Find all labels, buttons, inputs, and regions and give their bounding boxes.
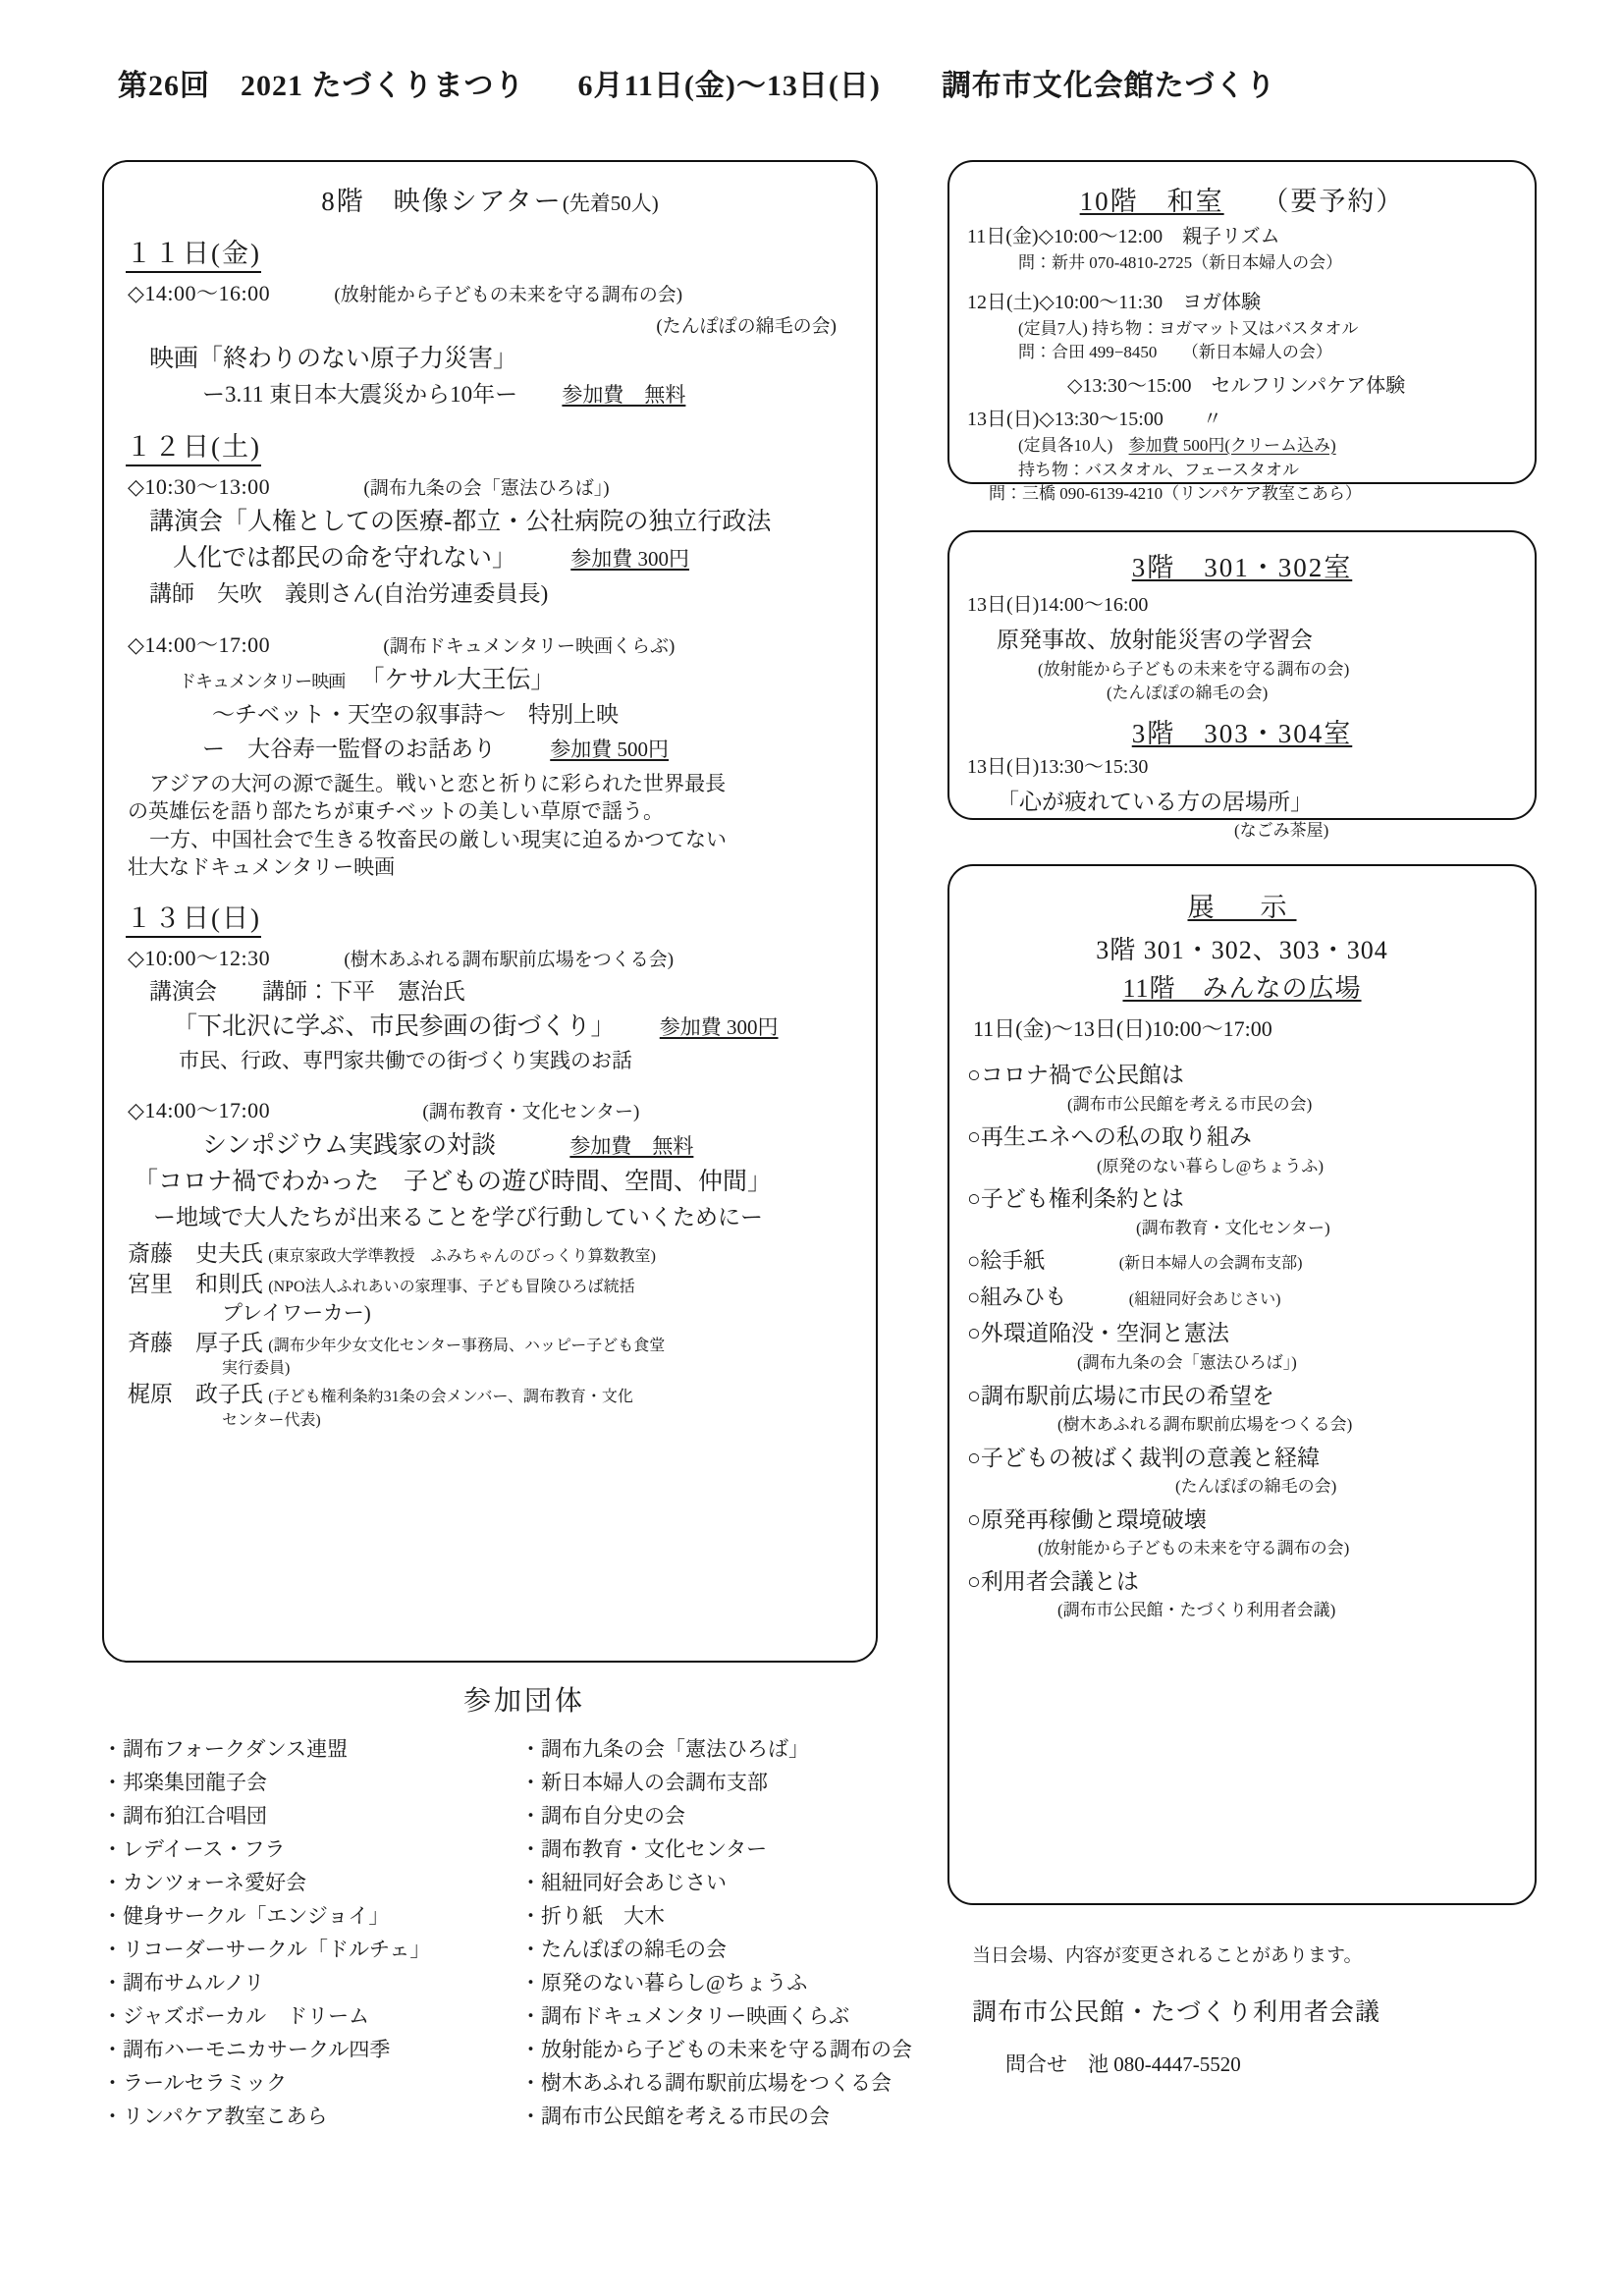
day12a-time-row (128, 470, 876, 504)
room2-org: (なごみ茶屋) (1234, 821, 1329, 841)
group-item: ・折り紙 大木 (520, 1904, 665, 1929)
theater-day13-block (104, 881, 876, 1431)
rooms-title-1 (949, 546, 1535, 584)
washitsu-title: 10階 和室 (1079, 187, 1224, 216)
festival-title: 第26回 2021 たづくりまつり (118, 70, 525, 102)
washitsu-item-sub: (定員7人) 持ち物：ヨガマット又はバスタオル (1018, 318, 1359, 338)
exhibit-item-org: (新日本婦人の会調布支部) (1118, 1255, 1303, 1273)
day11-movie-title: 映画「終わりのない原子力災害」 (149, 346, 518, 372)
washitsu-item-line: 13日(日)◇13:30〜15:00 〃 (967, 408, 1222, 430)
group-item: ・健身サークル「エンジョイ」 (102, 1904, 390, 1929)
exhibit-item-org: (調布市公民館・たづくり利用者会議) (1057, 1601, 1336, 1620)
group-item: ・樹木あふれる調布駅前広場をつくる会 (520, 2071, 892, 2096)
day13b-time: ◇14:00〜17:00 (128, 1098, 271, 1123)
participating-groups (102, 1679, 947, 2133)
day13b-fee: 参加費 無料 (569, 1133, 694, 1158)
footer-contact (972, 1940, 1561, 2084)
contact-phone: 問合せ 池 080-4447-5520 (1005, 2052, 1241, 2077)
day11-org2-row (128, 310, 837, 342)
panelist-row (128, 1328, 876, 1358)
exhibit-place-1: 3階 301・302、303・304 (1096, 936, 1388, 964)
day13a-time: ◇10:00〜12:30 (128, 946, 271, 971)
day12b-film-sub: 〜チベット・天空の叙事詩〜 特別上映 (212, 702, 619, 727)
day12a-lecture-row2 (128, 540, 876, 577)
washitsu-panel (947, 160, 1537, 504)
washitsu-fee: 参加費 500円(クリーム込み) (1128, 435, 1336, 455)
day12b-fee: 参加費 500円 (550, 737, 669, 761)
washitsu-capacity: (定員各10人) (1018, 435, 1113, 455)
day12b-director: ー 大谷寿一監督のお話あり (202, 736, 496, 761)
exhibit-item-org: (組紐同好会あじさい) (1128, 1291, 1281, 1309)
theater-day12-block (104, 411, 876, 881)
day13a-title-row (128, 1009, 876, 1046)
group-item: ・ラールセラミック (102, 2071, 288, 2096)
festival-venue: 調布市文化会館たづくり (941, 70, 1276, 102)
day13b-org: (調布教育・文化センター) (422, 1102, 640, 1123)
washitsu-item-line: 11日(金)◇10:00〜12:00 親子リズム (967, 226, 1280, 247)
day12a-lecture-title1: 講演会「人権としての医療-都立・公社病院の独立行政法 (149, 508, 772, 535)
panelist-name: 梶原 政子氏 (128, 1382, 263, 1407)
day13b-theme1: 「コロナ禍でわかった 子どもの遊び時間、空間、仲間」 (134, 1169, 773, 1196)
exhibit-title-row (949, 886, 1535, 924)
day-label-12: １２日(土) (126, 425, 261, 466)
day12a-speaker: 講師 矢吹 義則さん(自治労連委員長) (149, 580, 549, 606)
panelist-name: 斎藤 史夫氏 (128, 1241, 263, 1267)
day12a-fee: 参加費 300円 (570, 547, 690, 571)
exhibit-item-label: ○子ども権利条約とは (967, 1186, 1184, 1212)
group-item: ・調布市公民館を考える市民の会 (520, 2105, 830, 2129)
washitsu-note: （要予約） (1262, 187, 1405, 216)
day13a-time-row (128, 942, 876, 975)
panelist-detail: (東京家政大学準教授 ふみちゃんのびっくり算数教室) (268, 1248, 656, 1266)
exhibit-item-label: ○絵手紙 (967, 1248, 1046, 1274)
exhibit-item-org: (調布教育・文化センター) (1136, 1218, 1330, 1237)
day12a-time: ◇10:30〜13:00 (128, 474, 271, 499)
day11-time-row (128, 277, 876, 310)
panelist-row (128, 1379, 876, 1409)
group-item: ・リコーダーサークル「ドルチェ」 (102, 1938, 431, 1962)
exhibit-title: 展 示 (1187, 893, 1297, 922)
exhibit-place-2 (949, 968, 1535, 1005)
day11-fee: 参加費 無料 (562, 382, 686, 407)
exhibit-item-row (967, 1281, 1535, 1313)
group-item: ・新日本婦人の会調布支部 (520, 1771, 768, 1795)
rooms-panel (947, 530, 1537, 841)
exhibit-item-org: (たんぽぽの綿毛の会) (1175, 1477, 1337, 1497)
exhibit-place-2-text: 11階 みんなの広場 (1122, 974, 1362, 1003)
panelist-name: 宮里 和則氏 (128, 1272, 263, 1297)
day11-org: (放射能から子どもの未来を守る調布の会) (334, 285, 683, 305)
day11-time: ◇14:00〜16:00 (128, 281, 271, 305)
exhibit-panel (947, 864, 1537, 1905)
day11-movie-sub: ー3.11 東日本大震災から10年ー (202, 381, 518, 407)
day12b-desc3: 一方、中国社会で生きる牧畜民の厳しい現実に迫るかつてない (149, 827, 727, 851)
exhibit-item-label: ○子どもの被ばく裁判の意義と経緯 (967, 1445, 1320, 1470)
day12b-desc4: 壮大なドキュメンタリー映画 (128, 855, 396, 880)
group-item: ・リンパケア教室こあら (102, 2105, 328, 2129)
washitsu-item-line: ◇13:30〜15:00 セルフリンパケア体験 (1067, 374, 1406, 397)
day12a-lecture-title2: 人化では都民の命を守れない」 (173, 545, 517, 572)
group-item: ・調布自分史の会 (520, 1804, 685, 1829)
panelist-detail-cont: センター代表) (222, 1411, 321, 1429)
exhibit-item-label: ○利用者会議とは (967, 1568, 1139, 1594)
exhibit-item-org: (調布九条の会「憲法ひろば」) (1077, 1352, 1297, 1372)
exhibit-item-label: ○外環道陥没・空洞と憲法 (967, 1321, 1229, 1346)
washitsu-item-line: 12日(土)◇10:00〜11:30 ヨガ体験 (967, 291, 1262, 313)
group-item: ・放射能から子どもの未来を守る調布の会 (520, 2038, 912, 2062)
exhibit-item-label: ○コロナ禍で公民館は (967, 1063, 1184, 1087)
group-item: ・組紐同好会あじさい (520, 1871, 727, 1895)
panelist-row (128, 1238, 876, 1269)
day12b-film-genre: ドキュメンタリー映画 (179, 671, 346, 691)
day12b-org: (調布ドキュメンタリー映画くらぶ) (383, 636, 676, 657)
room1-time: 13日(日)14:00〜16:00 (967, 594, 1149, 616)
organizer-name: 調布市公民館・たづくり利用者会議 (972, 1999, 1381, 2027)
panelist-detail: (子ども権利条約31条の会メンバー、調布教育・文化 (268, 1389, 633, 1406)
group-item: ・たんぽぽの綿毛の会 (520, 1938, 727, 1962)
day12b-time: ◇14:00〜17:00 (128, 632, 271, 657)
day13a-lecturer: 講演会 講師：下平 憲治氏 (149, 978, 465, 1004)
room1-title: 原発事故、放射能災害の学習会 (997, 628, 1313, 652)
day12b-desc1: アジアの大河の源で誕生。戦いと恋と祈りに彩られた世界最長 (149, 772, 727, 795)
washitsu-item-sub (1018, 434, 1535, 459)
washitsu-item-sub: 問：新井 070-4810-2725（新日本婦人の会） (1018, 253, 1343, 272)
day13a-title: 「下北沢に学ぶ、市民参画の街づくり」 (173, 1013, 616, 1041)
room2-title: 「心が疲れている方の居場所」 (997, 789, 1313, 814)
groups-title: 参加団体 (462, 1686, 585, 1717)
exhibit-item-label: ○組みひも (967, 1285, 1067, 1310)
washitsu-item-sub: 持ち物：バスタオル、フェースタオル (1018, 460, 1299, 479)
theater-title-note: (先着50人) (562, 191, 659, 215)
group-item: ・調布教育・文化センター (520, 1837, 768, 1862)
group-item: ・邦楽集団龍子会 (102, 1771, 267, 1795)
exhibit-item-org: (調布市公民館を考える市民の会) (1067, 1094, 1313, 1114)
group-item: ・原発のない暮らし@ちょうふ (520, 1971, 808, 1995)
day11-org2: (たんぽぽの綿毛の会) (656, 315, 837, 337)
room2-time: 13日(日)13:30〜15:30 (967, 755, 1149, 778)
page-header (118, 61, 1535, 104)
day12b-director-row (128, 733, 876, 767)
day12b-time-row (128, 629, 876, 662)
group-item: ・調布ハーモニカサークル四季 (102, 2038, 391, 2062)
day13b-time-row (128, 1094, 876, 1127)
day12b-desc2: の英雄伝を語り部たちが東チベットの美しい草原で謡う。 (128, 799, 664, 824)
festival-dates: 6月11日(金)〜13日(日) (577, 70, 881, 102)
room1-org1: (放射能から子どもの未来を守る調布の会) (1038, 659, 1350, 679)
group-item: ・調布ドキュメンタリー映画くらぶ (520, 2004, 850, 2029)
day13a-desc: 市民、行政、専門家共働での街づくり実践のお話 (179, 1048, 632, 1072)
panelist-name: 斉藤 厚子氏 (128, 1330, 263, 1355)
day12b-film-row (179, 662, 876, 699)
group-item: ・ジャズボーカル ドリーム (102, 2004, 370, 2029)
rooms-title-1-text: 3階 301・302室 (1131, 553, 1353, 582)
day12b-film-title: 「ケサル大王伝」 (359, 666, 556, 693)
change-notice: 当日会場、内容が変更されることがあります。 (972, 1945, 1363, 1966)
group-item: ・カンツォーネ愛好会 (102, 1871, 307, 1895)
day12a-org: (調布九条の会「憲法ひろば」) (363, 478, 610, 499)
theater-day11-block (104, 218, 876, 411)
day11-subline-row (128, 378, 876, 412)
rooms-title-2-text: 3階 303・304室 (1131, 718, 1353, 748)
day13b-symposium: シンポジウム実践家の対談 (202, 1131, 497, 1159)
washitsu-item-sub: 問：三橋 090-6139-4210（リンパケア教室こあら） (989, 484, 1362, 504)
group-item: ・調布狛江合唱団 (102, 1804, 267, 1829)
group-item: ・調布フォークダンス連盟 (102, 1737, 349, 1761)
panelist-detail: (NPO法人ふれあいの家理事、子ども冒険ひろば統括 (268, 1279, 635, 1296)
group-item: ・調布九条の会「憲法ひろば」 (520, 1737, 809, 1761)
day13a-org: (樹木あふれる調布駅前広場をつくる会) (344, 950, 675, 971)
exhibit-time: 11日(金)〜13日(日)10:00〜17:00 (973, 1016, 1272, 1041)
panelist-detail: (調布少年少女文化センター事務局、ハッピー子ども食堂 (268, 1337, 666, 1354)
groups-column-1 (102, 1732, 495, 2133)
groups-column-2 (520, 1732, 912, 2133)
washitsu-item-sub: 問：合田 499−8450 （新日本婦人の会） (1018, 343, 1332, 362)
exhibit-item-org: (放射能から子どもの未来を守る調布の会) (1038, 1539, 1350, 1558)
exhibit-item-org: (樹木あふれる調布駅前広場をつくる会) (1057, 1415, 1353, 1435)
day13a-fee: 参加費 300円 (659, 1015, 779, 1040)
panelist-detail-cont: プレイワーカー) (222, 1301, 371, 1326)
exhibit-item-org: (原発のない暮らし@ちょうふ) (1097, 1156, 1324, 1175)
panelist-detail-cont: 実行委員) (222, 1359, 291, 1377)
exhibit-item-label: ○原発再稼働と環境破壊 (967, 1506, 1207, 1532)
exhibit-list (949, 1059, 1535, 1623)
day-label-11: １１日(金) (126, 232, 261, 273)
day13b-symposium-row (128, 1127, 876, 1165)
theater-section-title (104, 180, 876, 218)
exhibit-item-label: ○調布駅前広場に市民の希望を (967, 1383, 1274, 1408)
room1-org2: (たんぽぽの綿毛の会) (1107, 683, 1269, 703)
group-item: ・調布サムルノリ (102, 1971, 265, 1995)
exhibit-item-label: ○再生エネへの私の取り組み (967, 1124, 1252, 1150)
day13b-theme2: ー地域で大人たちが出来ることを学び行動していくためにー (153, 1204, 763, 1230)
washitsu-title-row (949, 180, 1535, 218)
group-item: ・レデイース・フラ (102, 1837, 286, 1862)
theater-panel (102, 160, 878, 1663)
theater-title-text: 8階 映像シアター (321, 187, 563, 216)
panelist-row (128, 1269, 876, 1299)
rooms-title-2 (949, 712, 1535, 750)
exhibit-item-row (967, 1244, 1535, 1277)
day-label-13: １３日(日) (126, 897, 261, 938)
